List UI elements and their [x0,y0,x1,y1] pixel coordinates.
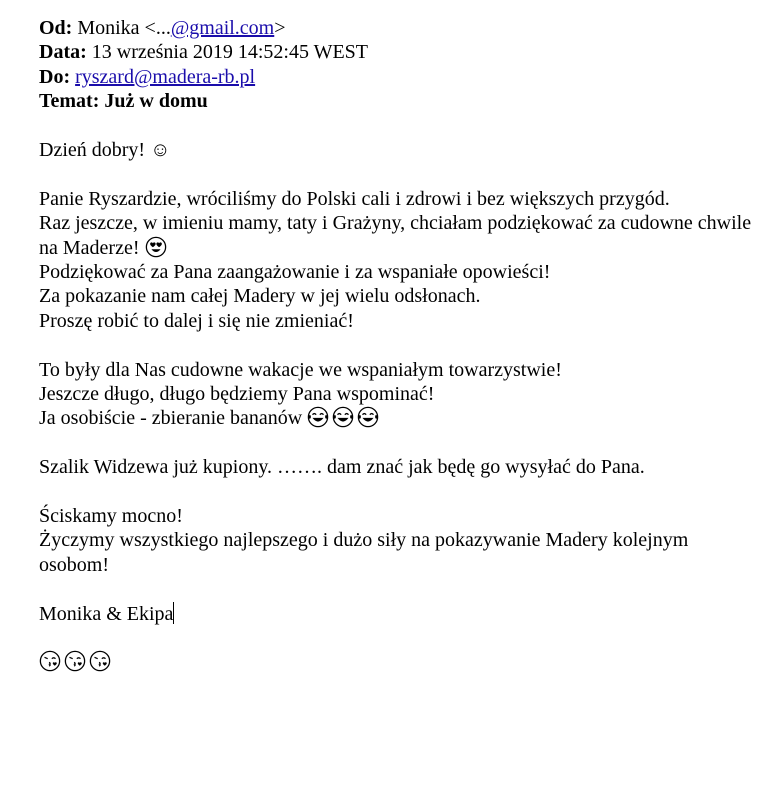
paragraph-1-line-3: Podziękować za Pana zaangażowanie i za wspaniałe opowieści! [39,261,551,284]
paragraph-3: Szalik Widzewa już kupiony. ……. dam znać jak będę go wysyłać do Pana. [39,456,645,479]
paragraph-1-line-1: Panie Ryszardzie, wróciliśmy do Polski cali i zdrowi i bez większych przygód. [39,187,670,210]
to-email-link[interactable]: ryszard@madera-rb.pl [75,65,256,88]
spacer [39,626,759,650]
spacer [39,577,759,601]
to-line [39,65,759,89]
subject-label: Temat: [39,90,100,113]
date-value: 13 września 2019 14:52:45 WEST [91,41,369,64]
paragraph-4-line-2: Życzymy wszystkiego najlepszego i dużo siły na pokazywanie Madery kolejnym osobom! [39,529,689,576]
date-label: Data: [39,41,87,64]
paragraph-4-line-1: Ściskamy mocno! [39,505,183,528]
tears-of-joy-icon [307,406,329,428]
tears-of-joy-icon [332,406,354,428]
from-line [39,16,759,40]
from-close: > [274,17,286,39]
signature: Monika & Ekipa [39,602,174,625]
spacer [39,333,759,357]
face-blowing-kiss-icon [64,650,86,672]
spacer [39,114,759,138]
email-document [39,16,759,675]
face-blowing-kiss-icon [89,650,111,672]
spacer [39,162,759,186]
spacer [39,431,759,455]
paragraph-2-line-3 [39,406,759,430]
face-blowing-kiss-icon [39,650,61,672]
subject-line [39,89,759,113]
paragraph-1-line-5: Proszę robić to dalej i się nie zmieniać! [39,309,354,332]
paragraph-1-line-4: Za pokazanie nam całej Madery w jej wielu odsłonach. [39,285,481,308]
to-label: Do: [39,65,71,88]
from-label: Od: [39,17,73,39]
from-email-link[interactable]: @gmail.com [170,17,275,39]
date-line [39,40,759,64]
subject-value: Już w domu [104,90,208,113]
text-cursor [173,602,174,624]
signature-line[interactable] [39,602,759,626]
paragraph-2-line-3-text: Ja osobiście - zbieranie bananów [39,407,303,430]
greeting: Dzień dobry! ☺ [39,139,171,162]
spacer [39,480,759,504]
tears-of-joy-icon [357,406,379,428]
paragraph-2-line-1: To były dla Nas cudowne wakacje we wspaniałym towarzystwie! [39,358,562,381]
paragraph-1-line-2 [39,211,759,260]
heart-eyes-icon [145,236,167,258]
from-name: Monika <... [77,17,171,39]
paragraph-2-line-2: Jeszcze długo, długo będziemy Pana wspominać! [39,383,435,406]
kiss-emoji-row [39,650,759,674]
paragraph-1-line-2-text: Raz jeszcze, w imieniu mamy, taty i Grażyny, chciałam podziękować za cudowne chwile na Maderze! [39,212,752,259]
